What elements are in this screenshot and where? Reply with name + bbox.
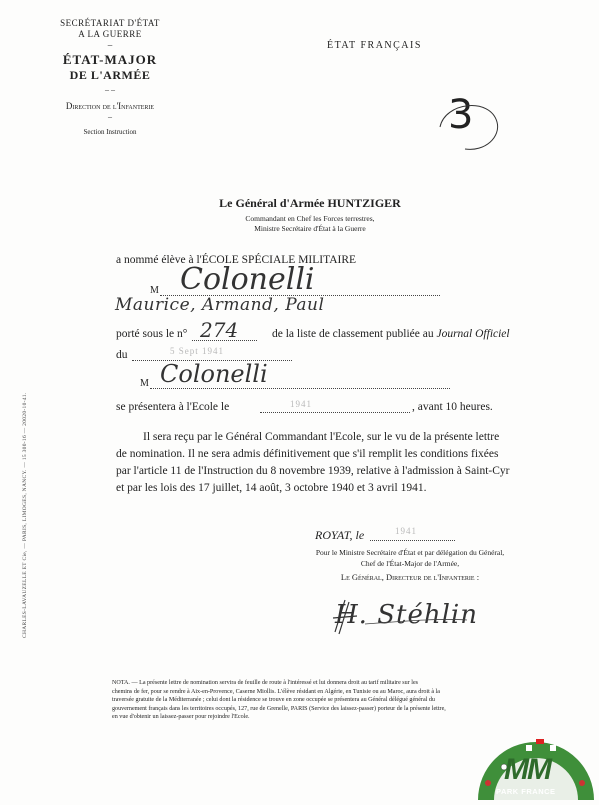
header-etat-major: ÉTAT-MAJOR (62, 52, 158, 67)
m-label-2: M (140, 378, 149, 389)
general-sub2: Ministre Secrétaire d'État à la Guerre (254, 224, 366, 233)
du-label: du (116, 349, 128, 361)
header-left: SECRÉTARIAT D'ÉTAT A LA GUERRE – ÉTAT-MAJOR DE L'ARMÉE – – Direction de l'Infanterie – Section Instruction (35, 18, 185, 136)
intro-line: a nommé élève à l'ÉCOLE SPÉCIALE MILITAIRE (116, 254, 357, 266)
page-number-handwritten: 3 (448, 92, 474, 138)
watermark-caption: PARK FRANCE (496, 787, 556, 796)
general-block (165, 196, 455, 233)
para-line-3: par l'article 11 de l'Instruction du 8 novembre 1939, relative à l'admission à Saint-Cyr (116, 465, 510, 477)
rank-suffix: de la liste de classement publiée au Journal Officiel (272, 328, 510, 340)
name-handwritten: Colonelli (180, 262, 315, 297)
signature-date-stamp: 1941 (395, 526, 417, 536)
watermark-letters: MM (504, 753, 550, 786)
nota-block: NOTA. — La présente lettre de nomination servira de feuille de route à l'intéressé et lui donnera droit au tarif militaire sur les chemins de fer, pour se rendre à Aix-en-Provence, Caserne Miollis. L'élève résidant en Algérie, en Tunisie ou au Maroc, aura droit à la traversée gratuite de la Méditerranée ; celui dont la résidence se trouve en zone occupée se présentera au Général délégué général du gouvernement français dans les territoires occupés, 127, rue de Grenelle, PARIS (Service des laissez-passer) porteur de la présente lettre, en vue d'obtenir un laissez-passer pour rejoindre l'Ecole. (112, 680, 446, 721)
signature-flourish (325, 592, 475, 642)
header-section: Section Instruction (83, 128, 137, 136)
park-france-watermark (474, 725, 599, 800)
general-sub1: Commandant en Chef les Forces terrestres, (245, 214, 375, 223)
journal-officiel: Journal Officiel (436, 328, 510, 340)
signature-handwritten: H. Stéhlin (335, 600, 478, 630)
name2-handwritten: Colonelli (160, 360, 268, 388)
header-etat-francais: ÉTAT FRANÇAIS (327, 40, 422, 51)
general-title: Le Général d'Armée HUNTZIGER (219, 196, 401, 210)
signature-block (290, 548, 530, 582)
nota-label: NOTA. — (112, 680, 138, 686)
header-direction: Direction de l'Infanterie (65, 101, 155, 111)
m-label-1: M (150, 285, 159, 296)
printer-margin-text: CHARLES-LAVAUZELLE ET Cie, — PARIS, LIMOGES, NANCY. — 15 300-16 — 20020-10-41. (22, 392, 28, 638)
rank-value-handwritten: 274 (200, 318, 239, 342)
para-line-4: et par les lois des 17 juillet, 14 août, 3 octobre 1940 et 3 avril 1941. (116, 482, 427, 494)
presenter-prefix: se présentera à l'Ecole le (116, 401, 230, 413)
header-guerre: A LA GUERRE (78, 29, 142, 39)
rank-prefix: porté sous le n° (116, 328, 188, 340)
du-date-stamp: 5 Sept 1941 (170, 346, 225, 356)
para-line-1: Il sera reçu par le Général Commandant l'Ecole, sur le vu de la présente lettre (143, 431, 500, 443)
header-armee: DE L'ARMÉE (69, 68, 151, 82)
para-line-2: de nomination. Il ne sera admis définitivement que s'il remplit les conditions fixées (116, 448, 499, 460)
presenter-date-stamp: 1941 (290, 399, 312, 409)
firstnames-handwritten: Maurice, Armand, Paul (115, 295, 325, 315)
handwritten-mark (435, 97, 505, 157)
signature-line-3: Le Général, Directeur de l'Infanterie : (340, 572, 480, 582)
signature-place: ROYAT, le (315, 528, 365, 542)
presenter-suffix: , avant 10 heures. (412, 401, 493, 413)
signature-line-2: Chef de l'État-Major de l'Armée, (360, 559, 460, 568)
header-secretariat: SECRÉTARIAT D'ÉTAT (60, 18, 160, 28)
signature-line-1: Pour le Ministre Secrétaire d'État et par délégation du Général, (315, 548, 505, 557)
